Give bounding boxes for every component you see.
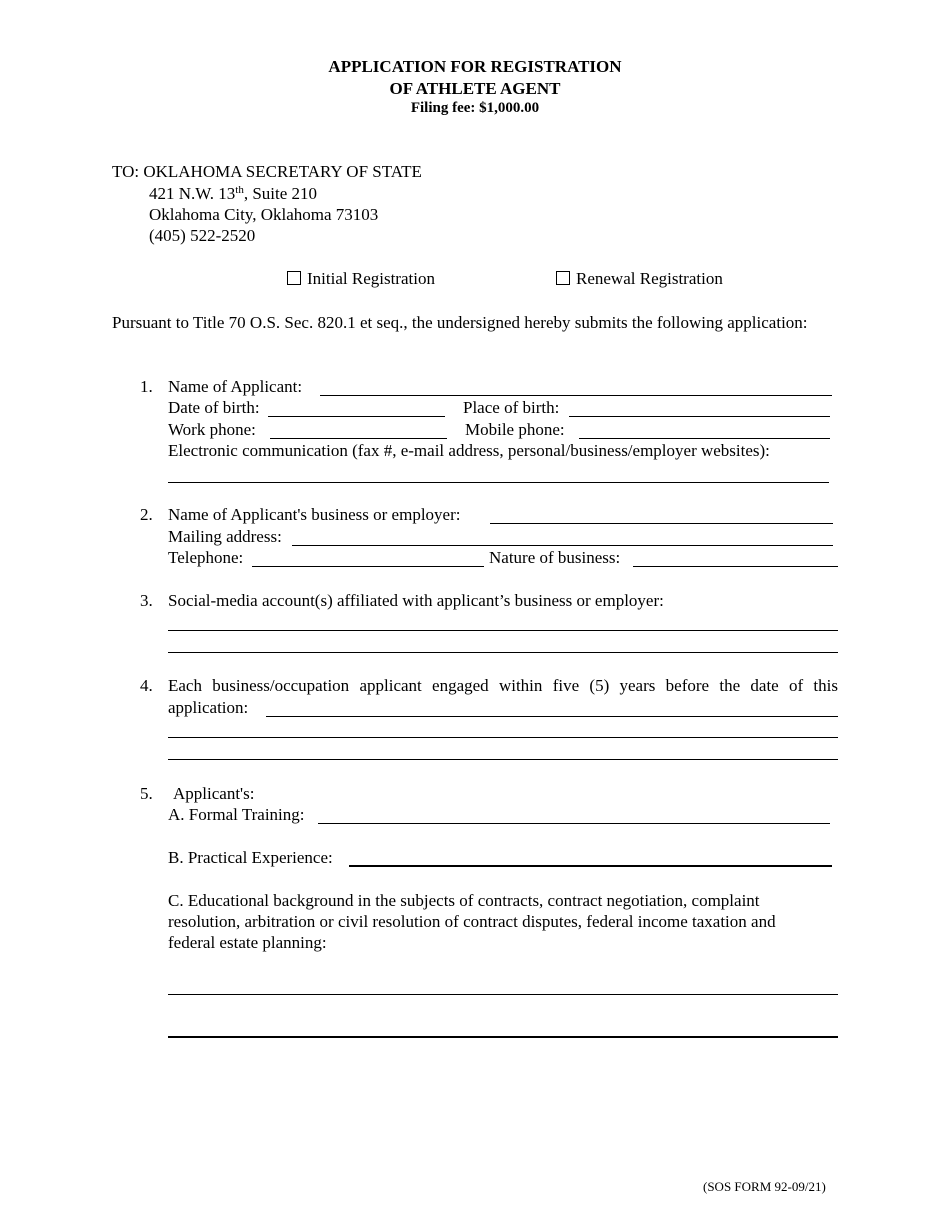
practical-experience-label: B. Practical Experience: bbox=[168, 848, 333, 867]
mailing-address-field[interactable] bbox=[292, 545, 833, 546]
section1-number: 1. bbox=[140, 377, 153, 396]
practical-experience-field[interactable] bbox=[349, 865, 832, 867]
form-title-line1: APPLICATION FOR REGISTRATION bbox=[328, 57, 622, 76]
applicant-name-label: Name of Applicant: bbox=[168, 377, 303, 396]
electronic-communication-label: Electronic communication (fax #, e-mail address, personal/business/employer websites): bbox=[168, 441, 770, 460]
work-phone-label: Work phone: bbox=[168, 420, 256, 439]
formal-training-field[interactable] bbox=[318, 823, 830, 824]
section4-number: 4. bbox=[140, 676, 153, 695]
address-street-prefix: 421 N.W. 13 bbox=[149, 184, 236, 203]
formal-training-label: A. Formal Training: bbox=[168, 805, 305, 824]
social-media-field-line1[interactable] bbox=[168, 630, 838, 631]
address-street bbox=[149, 184, 317, 204]
occupation-label-line1: Each business/occupation applicant engaged within five (5) years before the date of this bbox=[168, 676, 838, 695]
mailing-address-label: Mailing address: bbox=[168, 527, 282, 546]
initial-registration-option[interactable] bbox=[287, 269, 435, 289]
social-media-field-line2[interactable] bbox=[168, 652, 838, 653]
address-to: TO: OKLAHOMA SECRETARY OF STATE bbox=[112, 162, 422, 181]
electronic-communication-field[interactable] bbox=[168, 482, 829, 483]
education-label: C. Educational background in the subjects of contracts, contract negotiation, complaint resolution, arbitration or civil resolution of contract disputes, federal income taxation and federal estate planning: bbox=[168, 891, 776, 952]
address-street-sup: th bbox=[235, 184, 244, 196]
renewal-registration-option[interactable] bbox=[556, 269, 723, 289]
telephone-label: Telephone: bbox=[168, 548, 244, 567]
filing-fee: Filing fee: $1,000.00 bbox=[410, 100, 540, 116]
section2-number: 2. bbox=[140, 505, 153, 524]
business-name-field[interactable] bbox=[490, 523, 833, 524]
initial-registration-label: Initial Registration bbox=[307, 269, 435, 288]
work-phone-field[interactable] bbox=[270, 438, 447, 439]
telephone-field[interactable] bbox=[252, 566, 484, 567]
address-phone: (405) 522-2520 bbox=[149, 226, 256, 245]
mobile-phone-label: Mobile phone: bbox=[465, 420, 565, 439]
occupation-label-line2: application: bbox=[168, 698, 249, 717]
intro-paragraph: Pursuant to Title 70 O.S. Sec. 820.1 et seq., the undersigned hereby submits the following application: bbox=[112, 313, 808, 332]
nature-of-business-field[interactable] bbox=[633, 566, 838, 567]
applicant-name-field[interactable] bbox=[320, 395, 832, 396]
occupation-field-line3[interactable] bbox=[168, 759, 838, 760]
dob-field[interactable] bbox=[268, 416, 445, 417]
business-name-label: Name of Applicant's business or employer: bbox=[168, 505, 461, 524]
renewal-registration-checkbox[interactable] bbox=[556, 271, 570, 285]
occupation-field-line2[interactable] bbox=[168, 737, 838, 738]
occupation-field-line1[interactable] bbox=[266, 716, 838, 717]
nature-of-business-label: Nature of business: bbox=[489, 548, 621, 567]
renewal-registration-label: Renewal Registration bbox=[576, 269, 723, 288]
address-street-suffix: , Suite 210 bbox=[243, 184, 318, 203]
dob-label: Date of birth: bbox=[168, 398, 260, 417]
initial-registration-checkbox[interactable] bbox=[287, 271, 301, 285]
form-number: (SOS FORM 92-09/21) bbox=[703, 1179, 826, 1194]
address-city: Oklahoma City, Oklahoma 73103 bbox=[149, 205, 379, 224]
section3-number: 3. bbox=[140, 591, 153, 610]
education-field-line2[interactable] bbox=[168, 1036, 838, 1038]
social-media-label: Social-media account(s) affiliated with applicant’s business or employer: bbox=[168, 591, 664, 610]
mobile-phone-field[interactable] bbox=[579, 438, 830, 439]
form-title-line2: OF ATHLETE AGENT bbox=[389, 79, 561, 98]
pob-label: Place of birth: bbox=[463, 398, 560, 417]
applicants-label: Applicant's: bbox=[173, 784, 255, 803]
pob-field[interactable] bbox=[569, 416, 830, 417]
section5-number: 5. bbox=[140, 784, 153, 803]
education-field-line1[interactable] bbox=[168, 994, 838, 995]
